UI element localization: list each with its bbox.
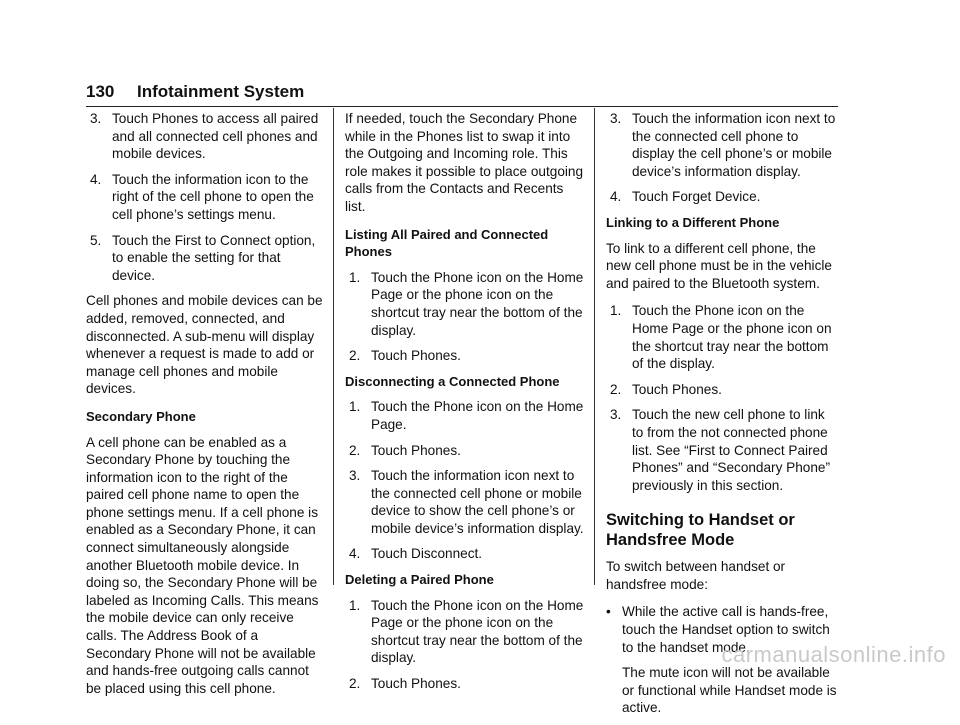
list-text: Touch Phones.	[371, 676, 461, 692]
column-divider	[333, 108, 334, 585]
column-2	[345, 110, 585, 701]
list-text: Touch the information icon next to the connected cell phone or mobile device to show the cell phone’s or mobile device’s information display.	[371, 468, 584, 536]
section-title: Infotainment System	[137, 82, 305, 101]
list-number: 2.	[610, 381, 622, 397]
subheading: Deleting a Paired Phone	[345, 572, 494, 588]
paragraph: To switch between handset or handsfree mode:	[606, 559, 786, 592]
list-item	[345, 269, 585, 339]
list-number: 3.	[349, 468, 361, 484]
list-number: 3.	[610, 407, 622, 423]
bullet-icon: •	[606, 604, 611, 620]
list-item	[606, 406, 838, 494]
list-number: 1.	[349, 399, 361, 415]
list-item	[86, 171, 326, 224]
list-item	[345, 467, 585, 537]
list-item	[606, 110, 838, 180]
list-number: 4.	[349, 546, 361, 562]
list-number: 1.	[610, 303, 622, 319]
subheading: Secondary Phone	[86, 408, 196, 424]
list-number: 4.	[610, 189, 622, 205]
list-item	[345, 398, 585, 433]
watermark: carmanualsonline.info	[721, 642, 946, 667]
subheading: Listing All Paired and Connected Phones	[345, 226, 549, 260]
column-1	[86, 110, 326, 707]
list-item	[606, 302, 838, 372]
list-text: Touch the information icon next to the connected cell phone to display the cell phone’s or mobile device’s information display.	[632, 111, 836, 179]
page-number: 130	[86, 82, 115, 101]
list-item	[86, 110, 326, 163]
list-item	[345, 545, 585, 563]
bullet-note: The mute icon will not be available or functional while Handset mode is active.	[622, 665, 837, 716]
list-text: Touch the Phone icon on the Home Page or the phone icon on the shortcut tray near the bottom of the display.	[371, 597, 584, 666]
list-number: 4.	[90, 171, 102, 187]
list-text: Touch the new cell phone to link to from the not connected phone list. See “First to Connect Paired Phones” and “Secondary Phone” previously in this section.	[632, 407, 830, 493]
subheading: Disconnecting a Connected Phone	[345, 373, 560, 389]
list-text: Touch Phones.	[371, 348, 461, 364]
list-item	[345, 442, 585, 460]
list-text: Touch the Phone icon on the Home Page or the phone icon on the shortcut tray near the bottom of the display.	[632, 303, 832, 372]
list-number: 3.	[610, 111, 622, 126]
list-text: Touch the Phone icon on the Home Page or the phone icon on the shortcut tray near the bottom of the display.	[371, 269, 584, 338]
list-item	[345, 347, 585, 365]
list-item	[345, 597, 585, 667]
list-number: 5.	[90, 232, 102, 248]
list-item	[606, 381, 838, 399]
list-text: Touch the First to Connect option, to enable the setting for that device.	[112, 232, 316, 283]
column-3	[606, 110, 838, 725]
paragraph: Cell phones and mobile devices can be added, removed, connected, and disconnected. A sub-menu will display whenever a request is made to add or manage cell phones and mobile devices.	[86, 293, 323, 397]
list-text: Touch Disconnect.	[371, 546, 483, 562]
list-item	[606, 188, 838, 206]
list-item	[86, 232, 326, 285]
section-heading: Switching to Handset or Handsfree Mode	[606, 511, 795, 550]
list-text: Touch the Phone icon on the Home Page.	[371, 399, 584, 432]
list-number: 1.	[349, 597, 361, 613]
list-text: Touch Phones.	[632, 381, 722, 397]
list-number: 2.	[349, 442, 361, 458]
list-number: 2.	[349, 348, 361, 364]
paragraph: If needed, touch the Secondary Phone while in the Phones list to swap it into the Outgoing and Incoming role. This role makes it possible to place outgoing calls from the Contacts and Recents list.	[345, 111, 584, 214]
list-text: Touch Phones.	[371, 442, 461, 458]
list-number: 3.	[90, 111, 102, 126]
list-text: Touch Phones to access all paired and all connected cell phones and mobile devices.	[112, 111, 319, 162]
bullet-text: While the active call is hands-free, touch the Handset option to switch to the handset mode.	[622, 604, 830, 655]
list-text: Touch the information icon to the right of the cell phone to open the cell phone’s settings menu.	[112, 171, 314, 222]
list-text: Touch Forget Device.	[632, 189, 761, 205]
page-header	[86, 82, 838, 107]
list-number: 2.	[349, 676, 361, 692]
paragraph: A cell phone can be enabled as a Secondary Phone by touching the information icon to the right of the paired cell phone name to open the phone settings menu. If a cell phone is enabled as a Secondary Phone, it can connect simultaneously alongside another Bluetooth mobile device. In doing so, the Secondary Phone will be labeled as Incoming Calls. This means the mobile device can only receive calls. The Address Book of a Secondary Phone will not be available and hands-free outgoing calls cannot be placed using this cell phone.	[86, 434, 319, 696]
paragraph: To link to a different cell phone, the new cell phone must be in the vehicle and paired to the Bluetooth system.	[606, 240, 832, 291]
column-divider	[594, 108, 595, 585]
list-number: 1.	[349, 269, 361, 285]
subheading: Linking to a Different Phone	[606, 214, 780, 230]
